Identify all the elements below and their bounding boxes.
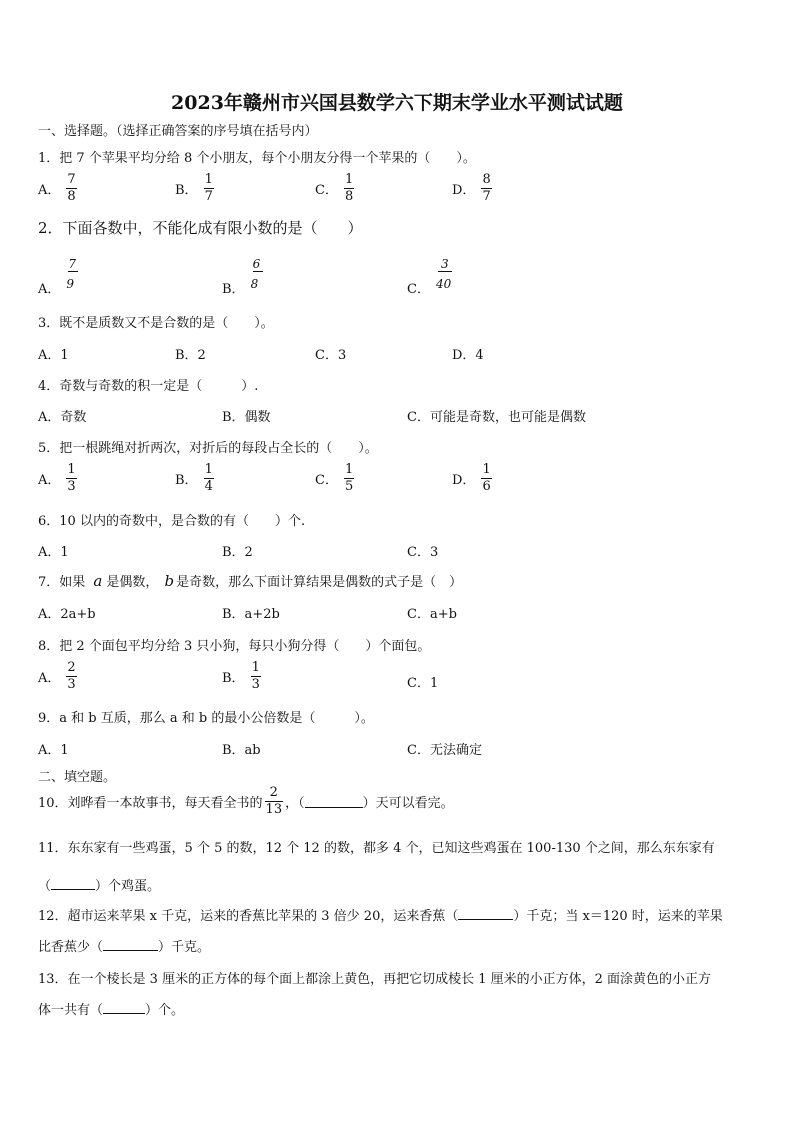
numerator: 3 (440, 256, 449, 271)
variable-a: a (93, 572, 103, 590)
q1-option-c[interactable] (315, 172, 354, 205)
denominator: 6 (482, 479, 491, 494)
option-label: A． (38, 183, 61, 198)
q3-option-d[interactable]: D．4 (452, 348, 484, 363)
question-12-line2 (38, 936, 210, 955)
numerator: 1 (344, 462, 354, 477)
numerator: 1 (204, 172, 213, 187)
numerator: 2 (67, 660, 76, 675)
q5-option-b[interactable] (175, 462, 214, 495)
fraction (265, 785, 284, 818)
q5-option-c[interactable] (315, 462, 354, 495)
fraction (204, 172, 214, 205)
q8-option-b[interactable] (222, 660, 261, 693)
question-11-line1: 11．东东家有一些鸡蛋，5 个 5 的数，12 个 12 的数，都多 4 个，已知这些鸡蛋在 100-130 个之间，那么东东家有 (38, 841, 715, 856)
fraction (66, 660, 76, 693)
denominator: 7 (204, 189, 213, 204)
q3-option-b[interactable]: B．2 (175, 348, 206, 363)
numerator: 8 (482, 172, 491, 187)
answer-blank[interactable] (103, 1001, 145, 1014)
q9-option-b[interactable]: B．ab (222, 743, 261, 758)
denominator: 8 (344, 189, 354, 204)
numerator: 7 (68, 256, 77, 271)
question-4-text: 4．奇数与奇数的积一定是（ ）. (38, 379, 259, 394)
fraction (66, 257, 86, 291)
option-label: D． (452, 473, 476, 488)
q9-option-c[interactable]: C．无法确定 (407, 743, 482, 758)
question-7-text (38, 571, 462, 590)
question-3-text: 3．既不是质数又不是合数的是（ ）。 (38, 316, 274, 331)
option-label: C． (407, 282, 430, 297)
question-10-text (38, 785, 454, 818)
option-label: A． (38, 282, 61, 297)
denominator: 3 (67, 677, 76, 692)
q12-text2-post: ）千克。 (158, 940, 211, 955)
q6-option-a[interactable]: A．1 (38, 545, 69, 560)
question-1-text: 1．把 7 个苹果平均分给 8 个小朋友，每个小朋友分得一个苹果的（ ）。 (38, 151, 476, 166)
fraction (344, 172, 354, 205)
denominator: 4 (204, 479, 213, 494)
q7-option-c[interactable]: C．a+b (407, 607, 457, 622)
q6-option-c[interactable]: C．3 (407, 545, 439, 560)
denominator: 40 (435, 276, 452, 291)
q5-option-d[interactable] (452, 462, 492, 495)
q7-text-pre: 7．如果 (38, 575, 86, 590)
q1-option-b[interactable] (175, 172, 214, 205)
denominator: 7 (482, 189, 491, 204)
option-label: A． (38, 671, 61, 686)
question-2-text: 2．下面各数中，不能化成有限小数的是（ ） (38, 219, 363, 237)
denominator: 5 (344, 479, 354, 494)
section-heading-fill: 二、填空题。 (38, 770, 117, 785)
q7-text-post: 是奇数，那么下面计算结果是偶数的式子是（ ） (176, 575, 463, 590)
q7-option-a[interactable]: A．2a+b (38, 607, 96, 622)
option-label: B． (175, 473, 198, 488)
q2-option-a[interactable] (38, 256, 86, 297)
fraction (66, 172, 76, 205)
answer-blank[interactable] (305, 795, 363, 808)
q9-option-a[interactable]: A．1 (38, 743, 69, 758)
q3-option-c[interactable]: C．3 (315, 348, 347, 363)
fraction (251, 660, 261, 693)
option-label: A． (38, 473, 61, 488)
fraction (481, 172, 491, 205)
numerator: 1 (344, 172, 354, 187)
question-12-line1 (38, 905, 723, 924)
q2-option-c[interactable] (407, 256, 460, 297)
variable-b: b (164, 572, 175, 590)
q12-text2-pre: 比香蕉少（ (38, 940, 104, 955)
fraction (251, 257, 271, 291)
q12-text-pre: 12．超市运来苹果 x 千克，运来的香蕉比苹果的 3 倍少 20，运来香蕉（ (38, 909, 459, 924)
q11-text-pre: （ (38, 879, 52, 894)
answer-blank[interactable] (458, 907, 513, 920)
q11-text-post: ）个鸡蛋。 (95, 879, 161, 894)
q4-option-a[interactable]: A．奇数 (38, 410, 87, 425)
q7-option-b[interactable]: B．a+2b (222, 607, 280, 622)
q10-text-pre: 10．刘晔看一本故事书，每天看全书的 (38, 796, 263, 811)
numerator: 1 (482, 462, 491, 477)
question-11-line2 (38, 875, 160, 894)
fraction (66, 462, 76, 495)
numerator: 2 (269, 785, 278, 800)
q8-option-c[interactable]: C．1 (407, 676, 439, 691)
q6-option-b[interactable]: B．2 (222, 545, 253, 560)
q3-option-a[interactable]: A．1 (38, 348, 69, 363)
denominator: 3 (67, 479, 76, 494)
denominator: 13 (265, 802, 283, 817)
denominator: 8 (250, 276, 259, 291)
numerator: 1 (251, 660, 260, 675)
option-label: B． (175, 183, 198, 198)
page-title: 2023年赣州市兴国县数学六下期末学业水平测试试题 (171, 92, 623, 114)
option-label: D． (452, 183, 476, 198)
fraction (481, 462, 491, 495)
question-6-text: 6．10 以内的奇数中，是合数的有（ ）个. (38, 514, 306, 529)
question-9-text: 9．a 和 b 互质，那么 a 和 b 的最小公倍数是（ ）。 (38, 711, 374, 726)
q12-text-post: ）千克；当 x＝120 时，运来的苹果 (513, 909, 723, 924)
option-label: C． (315, 183, 338, 198)
denominator: 9 (66, 276, 75, 291)
q13-text-pre: 体一共有（ (38, 1003, 104, 1018)
question-8-text: 8．把 2 个面包平均分给 3 只小狗，每只小狗分得（ ）个面包。 (38, 639, 431, 654)
q10-text-post: ）天可以看完。 (362, 796, 454, 811)
fraction (204, 462, 214, 495)
numerator: 7 (67, 172, 76, 187)
numerator: 1 (204, 462, 213, 477)
question-13-line2 (38, 999, 184, 1018)
q1-option-a[interactable] (38, 172, 77, 205)
q7-text-mid: 是偶数， (106, 575, 159, 590)
answer-blank[interactable] (103, 938, 158, 951)
numerator: 1 (67, 462, 76, 477)
q8-option-a[interactable] (38, 660, 77, 693)
q13-text-post: ）个。 (145, 1003, 185, 1018)
question-5-text: 5．把一根跳绳对折两次，对折后的每段占全长的（ ）。 (38, 441, 378, 456)
option-label: B． (222, 671, 245, 686)
q1-option-d[interactable] (452, 172, 492, 205)
answer-blank[interactable] (51, 877, 95, 890)
question-13-line1: 13．在一个棱长是 3 厘米的正方体的每个面上都涂上黄色，再把它切成棱长 1 厘米的小正方体，2 面涂黄色的小正方 (38, 972, 712, 987)
denominator: 8 (67, 189, 76, 204)
option-label: B． (222, 282, 245, 297)
denominator: 3 (251, 677, 260, 692)
fraction (344, 462, 354, 495)
q4-option-c[interactable]: C．可能是奇数，也可能是偶数 (407, 410, 586, 425)
q4-option-b[interactable]: B．偶数 (222, 410, 271, 425)
q10-text-mid: ，（ (285, 796, 305, 811)
section-heading-choice: 一、选择题。（选择正确答案的序号填在括号内） (38, 124, 318, 139)
fraction (436, 257, 460, 291)
q2-option-b[interactable] (222, 256, 271, 297)
option-label: C． (315, 473, 338, 488)
numerator: 6 (252, 256, 261, 271)
q5-option-a[interactable] (38, 462, 77, 495)
